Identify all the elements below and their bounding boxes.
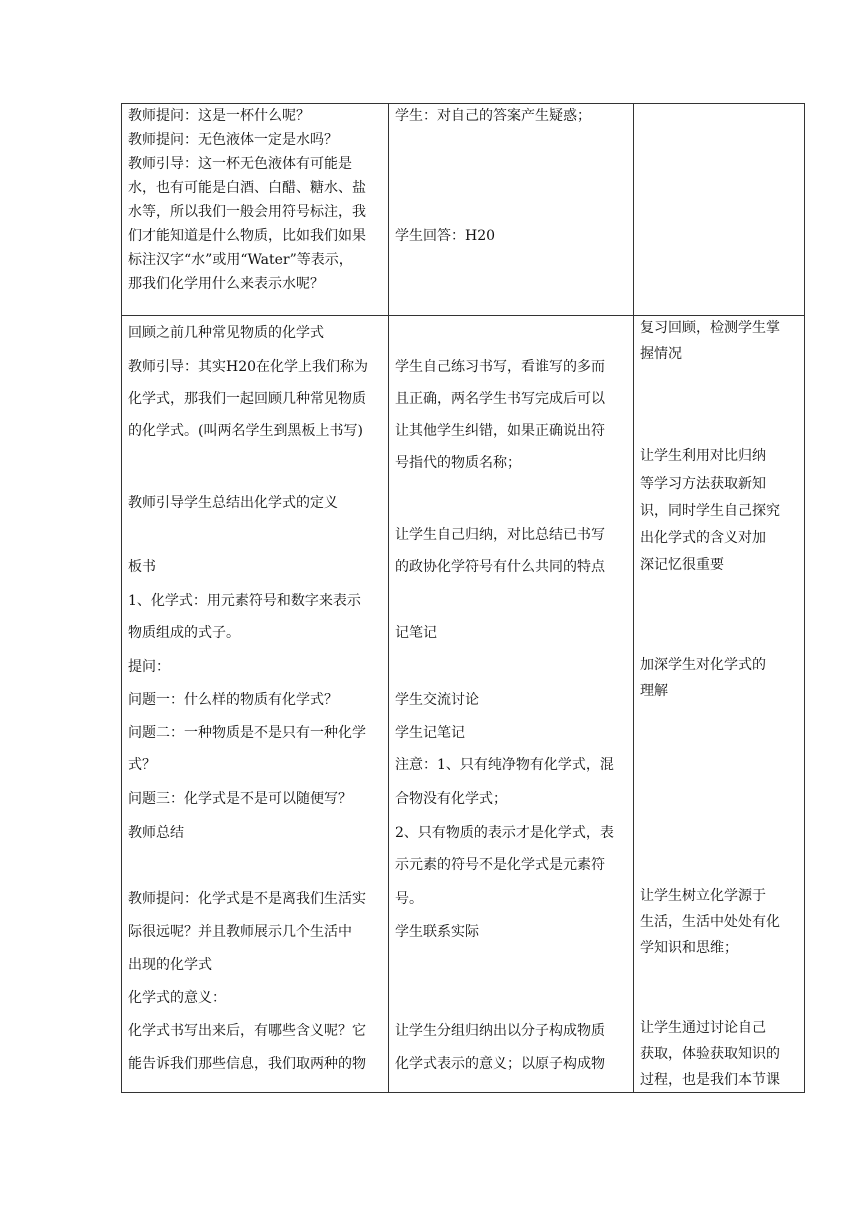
text-line: 教师提问：化学式是不是离我们生活实 [128,891,366,907]
text-line: 让学生树立化学源于 [640,888,766,904]
text-line: 式？ [128,757,156,773]
text-line: 那我们化学用什么来表示水呢？ [128,276,324,292]
text-line: 学生联系实际 [395,924,479,940]
text-line: 教师提问：这是一杯什么呢？ [128,108,310,124]
text-line: 的政协化学符号有什么共同的特点 [395,559,605,575]
text-line: 水等，所以我们一般会用符号标注，我 [128,204,366,220]
text-line: 合物没有化学式； [395,791,507,807]
text-line: 复习回顾，检测学生掌 [640,320,780,336]
text-line: 教师提问：无色液体一定是水吗？ [128,132,338,148]
text-line: 学生回答：H20 [395,228,496,244]
text-line: 的化学式。(叫两名学生到黑板上书写) [128,423,363,439]
text-line: 学生自己练习书写，看谁写的多而 [395,359,605,375]
text-line: 注意：1、只有纯净物有化学式，混 [395,757,614,773]
text-line: 出现的化学式 [128,957,212,973]
teacher-activity-cell [122,104,389,316]
text-line: 问题二：一种物质是不是只有一种化学 [128,725,366,741]
text-line: 学生：对自己的答案产生疑惑； [395,108,591,124]
text-line: 让学生通过讨论自己 [640,1020,766,1036]
design-intent-cell [634,104,805,316]
text-line: 1、化学式：用元素符号和数字来表示 [128,593,361,609]
text-line: 化学式的意义： [128,990,226,1006]
text-line: 问题三：化学式是不是可以随便写？ [128,791,352,807]
text-line: 提问： [128,659,170,675]
text-line: 号指代的物质名称； [395,455,521,471]
text-line: 化学式，那我们一起回顾几种常见物质 [128,391,366,407]
text-line: 2、只有物质的表示才是化学式，表 [395,825,614,841]
text-line: 记笔记 [395,625,437,641]
text-line: 出化学式的含义对加 [640,530,766,546]
text-line: 握情况 [640,346,682,362]
student-activity-cell [389,316,634,1093]
text-line: 获取，体验获取知识的 [640,1046,780,1062]
text-line: 学生交流讨论 [395,692,479,708]
text-line: 号。 [395,891,423,907]
text-line: 教师引导：其实H20在化学上我们称为 [128,359,369,375]
text-line: 化学式书写出来后，有哪些含义呢？它 [128,1023,366,1039]
text-line: 示元素的符号不是化学式是元素符 [395,857,605,873]
text-line: 回顾之前几种常见物质的化学式 [128,325,324,341]
text-line: 水，也有可能是白酒、白醋、糖水、盐 [128,180,366,196]
student-activity-cell [389,104,634,316]
text-line: 际很远呢？并且教师展示几个生活中 [128,924,352,940]
text-line: 问题一：什么样的物质有化学式？ [128,692,338,708]
text-line: 们才能知道是什么物质，比如我们如果 [128,228,366,244]
text-line: 板书 [128,559,156,575]
text-line: 识，同时学生自己探究 [640,503,780,519]
text-line: 理解 [640,683,668,699]
text-line: 学知识和思维； [640,940,738,956]
teacher-activity-cell [122,316,389,1093]
text-line: 教师引导：这一杯无色液体有可能是 [128,156,352,172]
text-line: 物质组成的式子。 [128,625,240,641]
text-line: 让学生利用对比归纳 [640,448,766,464]
text-line: 教师总结 [128,825,184,841]
text-line: 深记忆很重要 [640,557,724,573]
table-row [122,104,805,316]
text-line: 过程，也是我们本节课 [640,1072,780,1088]
text-line: 让学生自己归纳，对比总结已书写 [395,527,605,543]
text-line: 等学习方法获取新知 [640,476,766,492]
text-line: 化学式表示的意义；以原子构成物 [395,1056,605,1072]
text-line: 让学生分组归纳出以分子构成物质 [395,1023,605,1039]
text-line: 生活，生活中处处有化 [640,914,780,930]
design-intent-cell [634,316,805,1093]
text-line: 加深学生对化学式的 [640,657,766,673]
text-line: 教师引导学生总结出化学式的定义 [128,495,338,511]
text-line: 让其他学生纠错，如果正确说出符 [395,423,605,439]
text-line: 学生记笔记 [395,725,465,741]
lesson-plan-table [121,103,805,1093]
text-line: 能告诉我们那些信息，我们取两种的物 [128,1056,366,1072]
text-line: 标注汉字“水”或用“Water”等表示， [128,252,353,268]
text-line: 且正确，两名学生书写完成后可以 [395,391,605,407]
table-row [122,316,805,1093]
